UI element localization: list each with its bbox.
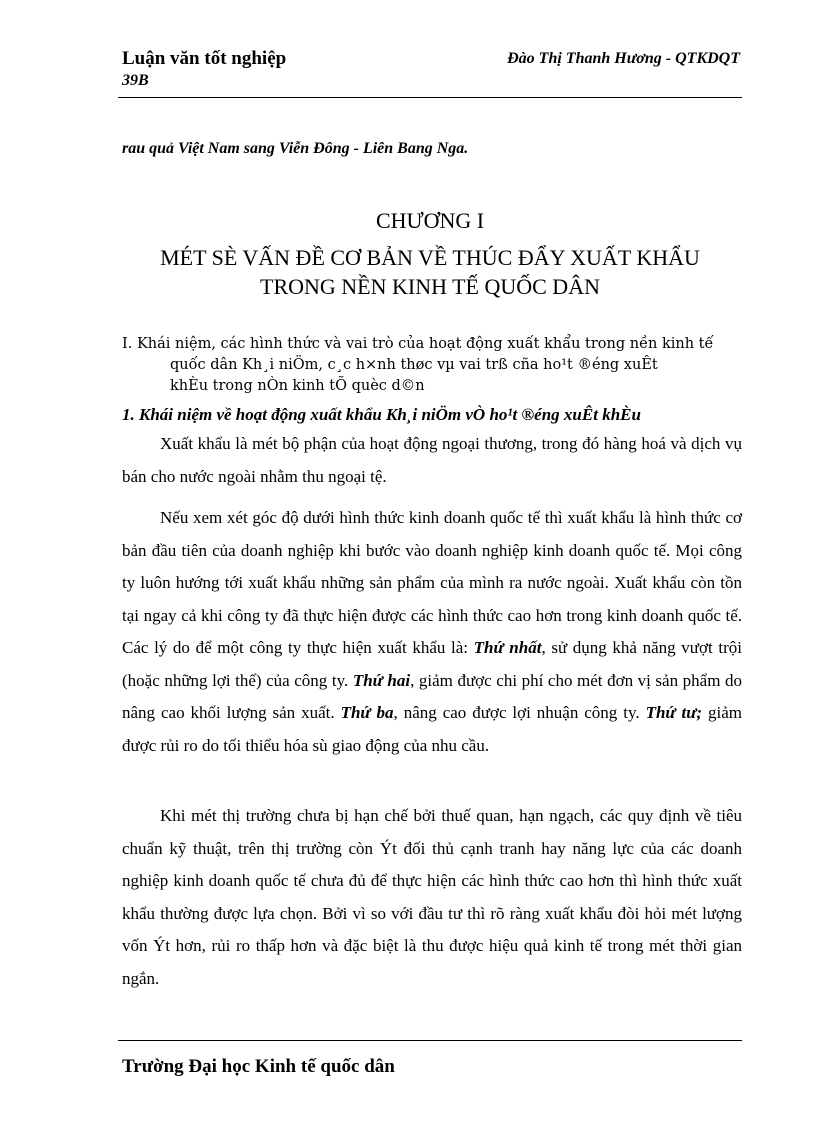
section-heading-line3: khÈu trong nÒn kinh tÕ quèc d©n	[170, 378, 425, 394]
keyword-thu-hai: Thứ hai	[352, 670, 411, 690]
section-heading-line2: quốc dân Kh¸i niÖm, c¸c h×nh thøc vµ vai trß cña ho¹t ®éng xuÊt	[170, 357, 658, 373]
footer-university: Trường Đại học Kinh tế quốc dân	[122, 1056, 395, 1077]
header-divider	[118, 97, 742, 98]
footer-divider	[118, 1040, 742, 1041]
paragraph-2-text-e: giảm được rủi ro do tối thiểu hóa sù giao động của nhu cầu.	[122, 703, 743, 755]
continuation-line: rau quả Việt Nam sang Viễn Đông - Liên Bang Nga.	[122, 140, 469, 157]
paragraph-2-text-b: , sử dụng khả năng vượt trội (hoặc những lợi thế) của công ty.	[122, 638, 742, 690]
paragraph-2-text-c: , giảm được chi phí cho mét đơn vị sản phẩm do nâng cao khối lượng sản xuất.	[122, 670, 742, 722]
paragraph-2-text-a: Nếu xem xét góc độ dưới hình thức kinh doanh quốc tế thì xuất khẩu là hình thức cơ bản đầu tiên của doanh nghiệp khi bước vào doanh nghiệp kinh doanh quốc tế. Mọi công ty luôn hướng tới xuất khẩu những sản phẩm của mình ra nước ngoài. Xuất khẩu còn tồn tại ngay cả khi công ty đã thực hiện được các hình thức cao hơn trong kinh doanh quốc tế. Các lý do để một công ty thực hiện xuất khẩu là:	[122, 508, 742, 657]
header-class-code: 39B	[122, 72, 149, 89]
section-heading-line1: I. Khái niệm, các hình thức và vai trò của hoạt động xuất khẩu trong nền kinh tế	[122, 336, 714, 352]
keyword-thu-ba: Thứ ba	[340, 703, 394, 722]
paragraph-1: Xuất khẩu là mét bộ phận của hoạt động ngoại thương, trong đó hàng hoá và dịch vụ bán cho nước ngoài nhằm thu ngoại tệ.	[122, 434, 742, 486]
section-heading	[122, 334, 742, 397]
paragraph-3: Khi mét thị trường chưa bị hạn chế bởi thuế quan, hạn ngạch, các quy định về tiêu chuẩn kỹ thuật, trên thị trường còn Ýt đối thủ cạnh tranh hay năng lực của các doanh nghiệp kinh doanh quốc tế chưa đủ để thực hiện các hình thức cao hơn thì hình thức xuất khẩu thường được lựa chọn. Bởi vì so với đầu tư thì rõ ràng xuất khẩu đòi hỏi mét lượng vốn Ýt hơn, rủi ro thấp hơn và đặc biệt là thu được hiệu quả kinh tế trong mét thời gian ngắn.	[122, 806, 742, 988]
keyword-thu-tu: Thứ tư;	[645, 703, 703, 722]
subsection-heading: 1. Khái niệm về hoạt động xuất khẩu Kh¸i niÖm vÒ ho¹t ®éng xuÊt khÈu	[122, 405, 641, 424]
chapter-title-line2: TRONG NỀN KINH TẾ QUỐC DÂN	[260, 274, 600, 299]
header-author: Đào Thị Thanh Hương - QTKDQT	[507, 50, 740, 67]
header-left	[122, 48, 286, 92]
paragraph-2-text-d: , nâng cao được lợi nhuận công ty.	[393, 703, 646, 722]
keyword-thu-nhat: Thứ nhất	[473, 638, 542, 657]
chapter-number: CHƯƠNG I	[375, 208, 485, 233]
header-thesis-title: Luận văn tốt nghiệp	[122, 48, 287, 69]
paragraph-2	[122, 502, 742, 762]
chapter-title-line1: MÉT SÈ VẤN ĐỀ CƠ BẢN VỀ THÚC ĐẨY XUẤT KHẨU	[160, 245, 700, 270]
